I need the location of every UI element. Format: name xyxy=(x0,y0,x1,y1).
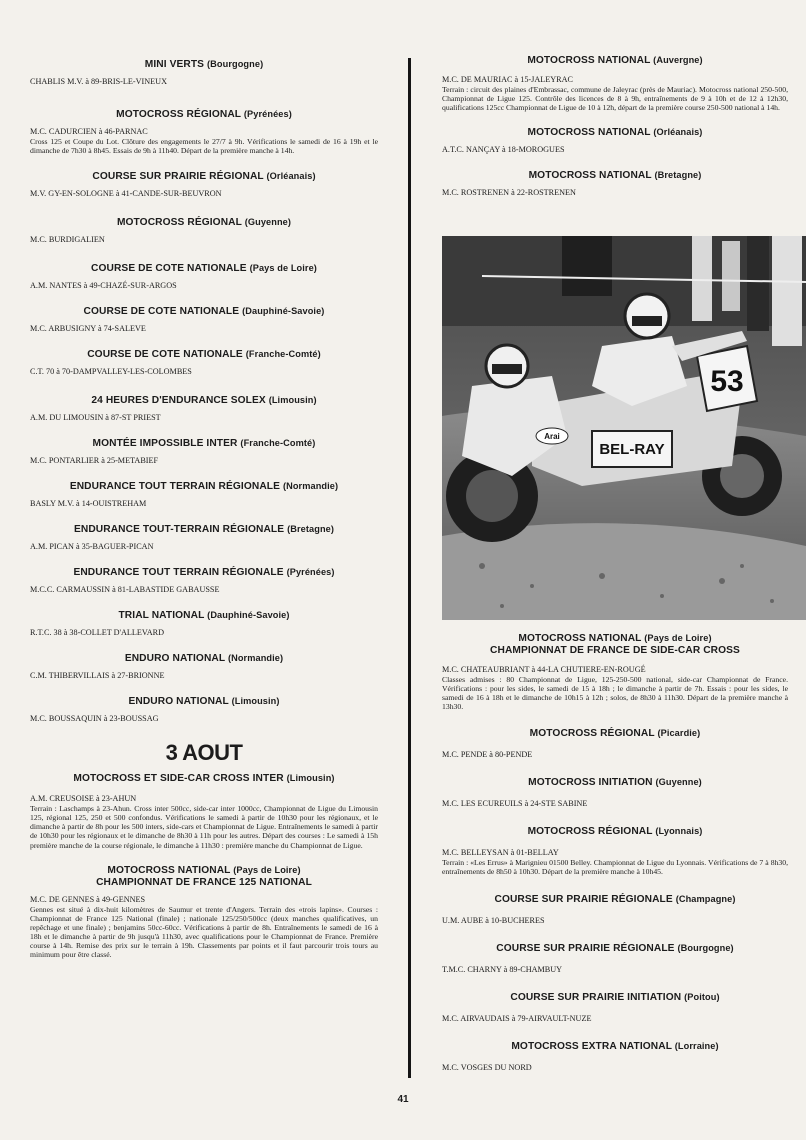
event-club: C.T. 70 à 70-DAMPVALLEY-LES-COLOMBES xyxy=(30,367,192,377)
event-name: MOTOCROSS NATIONAL xyxy=(107,864,231,876)
event-heading xyxy=(30,108,378,121)
event-club: M.C. BURDIGALIEN xyxy=(30,235,105,245)
event-name: MOTOCROSS RÉGIONAL xyxy=(529,728,655,740)
event-club: M.C. PONTARLIER à 25-METABIEF xyxy=(30,456,159,466)
event-heading xyxy=(442,776,788,789)
event-name: 24 HEURES D'ENDURANCE SOLEX xyxy=(91,395,266,407)
event-entry xyxy=(442,1040,788,1073)
event-heading xyxy=(442,991,788,1004)
event-club: A.M. CREUSOISE à 23-AHUN xyxy=(30,794,137,804)
event-entry xyxy=(30,108,378,155)
event-heading xyxy=(30,566,378,579)
event-details: Gennes est situé à dix-huit kilomètres de Saumur et trente d'Angers. Terrain des «trois lapins». Courses : Championnat de France 125 National (finale) ; nationale 125/250/500cc (deux manches qualificatives, un repêchage et une finale) ; benjamins 50cc-60cc. Vérifications à partir de 8h. Entraînements le samedi de 16 à 18h et le dimanche à partir de 9h jusqu'à 11h30, avec qualifications pour le Championnat de France. Première course à 14h. Remise des prix sur le terrain à 19h. Classements par points et il faut parcourir trois tours au minimum pour être classé. xyxy=(30,904,378,960)
event-region: (Orléanais) xyxy=(653,127,703,138)
event-entry xyxy=(30,695,378,724)
event-region: (Pays de Loire) xyxy=(249,263,317,274)
event-entry xyxy=(30,305,378,334)
event-name: COURSE SUR PRAIRIE RÉGIONALE xyxy=(494,893,673,905)
event-club: M.C. DE MAURIAC à 15-JALEYRAC xyxy=(442,75,573,84)
event-heading xyxy=(30,58,378,71)
event-club: U.M. AUBE à 10-BUCHERES xyxy=(442,915,545,925)
event-entry xyxy=(30,523,378,552)
event-club: M.C. CHATEAUBRIANT à 44-LA CHUTIERE-EN-ROUGÉ xyxy=(442,665,646,674)
event-club: A.M. DU LIMOUSIN à 87-ST PRIEST xyxy=(30,413,161,423)
event-name: MOTOCROSS NATIONAL xyxy=(527,55,651,66)
helmet-brand-decal: Arai xyxy=(544,432,560,441)
event-club: M.C. VOSGES DU NORD xyxy=(442,1062,532,1072)
event-name: COURSE SUR PRAIRIE INITIATION xyxy=(510,991,682,1003)
event-region: (Franche-Comté) xyxy=(240,438,316,449)
event-heading xyxy=(442,893,788,906)
event-heading xyxy=(442,632,788,645)
event-heading xyxy=(442,54,788,67)
event-heading xyxy=(30,394,378,407)
event-name: ENDURANCE TOUT-TERRAIN RÉGIONALE xyxy=(73,524,285,536)
event-region: (Dauphiné-Savoie) xyxy=(242,306,325,317)
event-entry xyxy=(30,566,378,595)
event-heading xyxy=(442,825,788,838)
event-region: (Limousin) xyxy=(286,773,335,784)
event-heading xyxy=(30,772,378,785)
event-name: MOTOCROSS ET SIDE-CAR CROSS INTER xyxy=(73,773,284,785)
event-region: (Bretagne) xyxy=(287,524,335,535)
right-column-bottom xyxy=(442,632,788,1073)
event-heading xyxy=(30,216,378,229)
event-club: M.C. AIRVAUDAIS à 79-AIRVAULT-NUZE xyxy=(442,1013,592,1023)
event-entry xyxy=(30,262,378,291)
event-region: (Limousin) xyxy=(231,696,280,707)
event-name: MOTOCROSS EXTRA NATIONAL xyxy=(511,1040,672,1052)
event-region: (Bretagne) xyxy=(654,170,702,181)
event-club: M.C.C. CARMAUSSIN à 81-LABASTIDE GABAUSSE xyxy=(30,585,220,595)
event-entry xyxy=(30,480,378,509)
column-divider xyxy=(408,58,411,1078)
event-heading xyxy=(30,170,378,183)
event-name: ENDURO NATIONAL xyxy=(124,653,225,665)
event-name: MINI VERTS xyxy=(144,59,205,70)
event-name: ENDURANCE TOUT TERRAIN RÉGIONALE xyxy=(69,481,280,493)
event-name: MOTOCROSS RÉGIONAL xyxy=(527,826,653,838)
event-heading xyxy=(30,695,378,708)
event-name: COURSE DE COTE NATIONALE xyxy=(91,263,247,275)
bike-number: 53 xyxy=(710,365,744,398)
event-entry xyxy=(30,652,378,681)
event-entry xyxy=(442,632,788,711)
event-region: (Normandie) xyxy=(227,653,284,664)
event-entry xyxy=(442,54,788,112)
event-heading xyxy=(442,942,788,955)
event-entry xyxy=(30,864,378,960)
event-details: Cross 125 et Coupe du Lot. Clôture des engagements le 27/7 à 9h. Vérifications le samedi de 16 à 19h et le dimanche de 7h30 à 8h45. Essais de 9h à 11h40. Départ de la première manche à 14h. xyxy=(30,137,378,156)
event-region: (Champagne) xyxy=(675,893,736,904)
event-club: T.M.C. CHARNY à 89-CHAMBUY xyxy=(442,964,563,974)
event-heading xyxy=(442,126,788,139)
event-region: (Bourgogne) xyxy=(207,59,264,69)
event-club: M.C. BELLEYSAN à 01-BELLAY xyxy=(442,848,559,858)
event-entry xyxy=(30,437,378,466)
event-heading xyxy=(30,652,378,665)
event-entry xyxy=(442,126,788,155)
event-name: ENDURANCE TOUT TERRAIN RÉGIONALE xyxy=(73,567,284,579)
event-subtitle: CHAMPIONNAT DE FRANCE 125 NATIONAL xyxy=(96,876,312,888)
event-entry xyxy=(442,942,788,975)
event-heading xyxy=(442,169,788,182)
date-heading: 3 AOUT xyxy=(165,740,243,766)
event-entry xyxy=(30,170,378,199)
event-region: (Picardie) xyxy=(657,728,701,739)
sidecar-photo xyxy=(442,236,806,620)
event-club: M.V. GY-EN-SOLOGNE à 41-CANDE-SUR-BEUVRON xyxy=(30,189,222,199)
event-heading xyxy=(30,305,378,318)
event-club: A.M. NANTES à 49-CHAZÉ-SUR-ARGOS xyxy=(30,281,177,291)
event-region: (Pays de Loire) xyxy=(233,864,301,875)
event-entry xyxy=(442,776,788,809)
event-club: CHABLIS M.V. à 89-BRIS-LE-VINEUX xyxy=(30,77,167,86)
event-region: (Orléanais) xyxy=(266,171,316,182)
event-name: COURSE DE COTE NATIONALE xyxy=(87,349,243,361)
event-entry xyxy=(442,893,788,926)
event-club: M.C. PENDE à 80-PENDE xyxy=(442,750,533,760)
event-entry xyxy=(442,169,788,198)
event-heading xyxy=(442,1040,788,1053)
sidecar-photo-illustration xyxy=(442,236,806,620)
event-region: (Normandie) xyxy=(282,481,339,492)
event-region: (Bourgogne) xyxy=(677,942,734,953)
event-club: M.C. ROSTRENEN à 22-ROSTRENEN xyxy=(442,188,576,198)
event-heading xyxy=(30,864,378,877)
event-details: Terrain : circuit des plaines d'Embrassac, commune de Jaleyrac (près de Mauriac). Motocross national 250-500, Championnat de Ligue 125. Contrôle des licences de 8 à 9h, entraînements de 9 à 10h et de 12 à 12h30, qualifications 125cc Championnat de Ligue de 10 à 12h, départ de la première course 250-500 national à 14h. xyxy=(442,85,788,113)
event-club: R.T.C. 38 à 38-COLLET D'ALLEVARD xyxy=(30,628,165,638)
event-club: M.C. LES ECUREUILS à 24-STE SABINE xyxy=(442,799,588,809)
event-name: MOTOCROSS NATIONAL xyxy=(518,633,642,644)
event-club: M.C. ARBUSIGNY à 74-SALEVE xyxy=(30,324,146,334)
event-club: A.T.C. NANÇAY à 18-MOROGUES xyxy=(442,145,565,155)
event-club: M.C. CADURCIEN à 46-PARNAC xyxy=(30,127,148,136)
event-region: (Pyrénées) xyxy=(286,567,335,578)
event-region: (Poitou) xyxy=(684,991,720,1002)
event-region: (Dauphiné-Savoie) xyxy=(207,610,290,621)
event-club: BASLY M.V. à 14-OUISTREHAM xyxy=(30,499,147,509)
event-name: MOTOCROSS RÉGIONAL xyxy=(116,217,242,229)
page-number: 41 xyxy=(397,1094,409,1105)
event-heading xyxy=(30,262,378,275)
event-heading xyxy=(30,480,378,493)
event-name: COURSE SUR PRAIRIE RÉGIONALE xyxy=(496,942,675,954)
event-club: C.M. THIBERVILLAIS à 27-BRIONNE xyxy=(30,671,165,681)
event-details: Terrain : «Les Errus» à Marignieu 01500 Belley. Championnat de Ligue du Lyonnais. Vérifications de 7 à 8h30, entraînements de 8h50 à 10h30. Départ de la première manche à 10h45. xyxy=(442,858,788,877)
event-region: (Franche-Comté) xyxy=(245,349,321,360)
event-details: Classes admises : 80 Championnat de Ligue, 125-250-500 national, side-car Championnat de France. Vérifications : pour les sides, le samedi de 15 à 18h ; le dimanche à partir de 7h. Essais : pour les sides, le samedi de 16 à 18h et le dimanche de 10h15 à 12h ; solos, de 8h30 à 11h30. Départ de la première manche à 13h30. xyxy=(442,675,788,712)
left-column xyxy=(30,52,378,959)
event-region: (Lorraine) xyxy=(674,1040,719,1051)
event-entry xyxy=(442,727,788,760)
event-name: MOTOCROSS INITIATION xyxy=(528,777,653,789)
event-entry xyxy=(30,348,378,377)
event-region: (Pyrénées) xyxy=(243,109,292,119)
event-name: COURSE DE COTE NATIONALE xyxy=(83,306,240,318)
right-column-top xyxy=(442,54,788,198)
event-region: (Pays de Loire) xyxy=(644,633,712,643)
event-region: (Limousin) xyxy=(268,395,317,406)
event-entry xyxy=(442,825,788,876)
event-entry xyxy=(30,216,378,245)
event-heading xyxy=(30,609,378,622)
event-entry xyxy=(30,58,378,87)
event-details: Terrain : Laschamps à 23-Ahun. Cross inter 500cc, side-car inter 1000cc, Championnat de Ligue du Limousin 125, régional 125, 250 et 500 confondus. Vérifications le samedi à partir de 10h30 pour les régionaux, et le dimanche à partir de 8h pour les 500 inters, side-cars et Championnat de Ligue. Entraînements le samedi à partir de 10h30 pour les régionaux et le dimanche de 8h30 à 11h pour les autres. Départ des courses : Le samedi à 15h première manche de la course régionale, le dimanche à 11h30 : première manche du Championnat de Ligue. xyxy=(30,804,378,850)
event-heading xyxy=(442,727,788,740)
event-name: MOTOCROSS NATIONAL xyxy=(528,170,652,182)
event-name: MOTOCROSS RÉGIONAL xyxy=(116,109,241,120)
event-club: A.M. PICAN à 35-BAGUER-PICAN xyxy=(30,542,154,552)
event-entry xyxy=(30,772,378,849)
event-region: (Lyonnais) xyxy=(655,826,703,837)
event-region: (Auvergne) xyxy=(653,55,703,65)
event-name: MONTÉE IMPOSSIBLE INTER xyxy=(92,438,238,450)
event-heading xyxy=(30,348,378,361)
sponsor-decal: BEL-RAY xyxy=(599,441,665,458)
event-region: (Guyenne) xyxy=(655,777,702,788)
event-heading xyxy=(30,437,378,450)
event-entry xyxy=(30,609,378,638)
event-heading xyxy=(30,523,378,536)
event-club: M.C. DE GENNES à 49-GENNES xyxy=(30,894,146,904)
event-region: (Guyenne) xyxy=(244,217,292,228)
event-name: COURSE SUR PRAIRIE RÉGIONAL xyxy=(92,171,264,183)
event-name: TRIAL NATIONAL xyxy=(118,610,205,622)
event-name: ENDURO NATIONAL xyxy=(128,696,229,708)
event-subtitle: CHAMPIONNAT DE FRANCE DE SIDE-CAR CROSS xyxy=(490,645,740,656)
event-name: MOTOCROSS NATIONAL xyxy=(527,127,651,139)
event-entry xyxy=(30,394,378,423)
event-club: M.C. BOUSSAQUIN à 23-BOUSSAG xyxy=(30,714,159,724)
event-entry xyxy=(442,991,788,1024)
